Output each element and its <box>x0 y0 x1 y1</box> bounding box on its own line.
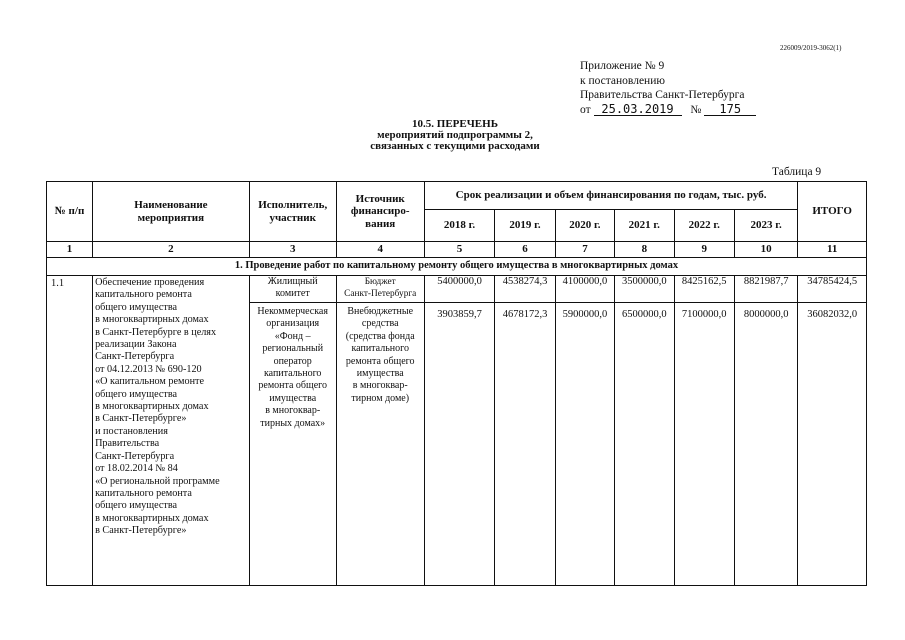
executor-2-line: имущества <box>269 392 317 404</box>
source-2-line: капитального <box>351 343 409 355</box>
name-line: в многоквартирных домах <box>95 512 209 524</box>
amount-total: 36082032,0 <box>798 303 867 586</box>
source-1-line: Санкт-Петербурга <box>344 289 417 300</box>
executor-1 <box>249 276 336 303</box>
amount-2023: 8821987,7 <box>734 276 797 303</box>
decree-number: 175 <box>704 103 756 116</box>
title-line-2: мероприятий подпрограммы 2, <box>377 129 533 141</box>
date-prefix: от <box>580 103 591 116</box>
executor-2-line: в многоквар- <box>265 405 321 417</box>
col-number: 4 <box>336 242 424 258</box>
amount-2019: 4538274,3 <box>495 276 555 303</box>
name-line: общего имущества <box>95 301 178 313</box>
name-line: Обеспечение проведения <box>95 277 205 288</box>
header-executor: Исполнитель, участник <box>249 182 336 242</box>
header-year-2020: 2020 г. <box>555 210 614 242</box>
amount-2021: 3500000,0 <box>615 276 674 303</box>
header-year-2019: 2019 г. <box>495 210 555 242</box>
name-line: от 18.02.2014 № 84 <box>95 463 178 475</box>
measure-name <box>93 276 250 586</box>
header-year-2022: 2022 г. <box>674 210 734 242</box>
document-title <box>300 119 610 152</box>
col-number: 2 <box>93 242 250 258</box>
title-line-3: связанных с текущими расходами <box>370 140 540 152</box>
source-1 <box>336 276 424 303</box>
header-year-2023: 2023 г. <box>734 210 797 242</box>
name-line: в Санкт-Петербурге» <box>95 525 187 537</box>
source-2-line: тирном доме) <box>351 392 410 404</box>
title-line-1: 10.5. ПЕРЕЧЕНЬ <box>412 118 498 130</box>
header-num: № п/п <box>47 182 93 242</box>
table-row <box>47 276 867 303</box>
executor-2-line: организация <box>266 318 320 330</box>
header-source: Источник финансиро-вания <box>336 182 424 242</box>
executor-2-line: капитального <box>263 368 322 380</box>
executor-2-line: «Фонд – <box>274 330 311 342</box>
source-2-line: имущества <box>356 368 404 380</box>
executor-2-line: Некоммерческая <box>257 306 328 317</box>
name-line: общего имущества <box>95 388 178 400</box>
name-line: Санкт-Петербурга <box>95 351 175 363</box>
appendix-line-1: Приложение № 9 <box>580 60 665 72</box>
table-label: Таблица 9 <box>772 166 822 178</box>
number-prefix: № <box>690 103 702 116</box>
name-line: «О региональной программе <box>95 475 220 487</box>
appendix-block <box>580 59 756 117</box>
col-number: 9 <box>674 242 734 258</box>
executor-2 <box>249 303 336 586</box>
executor-1-line: Жилищный <box>267 276 318 287</box>
name-line: в многоквартирных домах <box>95 314 209 326</box>
col-number: 6 <box>495 242 555 258</box>
executor-2-line: региональный <box>262 343 324 355</box>
source-1-line: Бюджет <box>364 277 396 287</box>
name-line: капитального ремонта <box>95 487 192 499</box>
executor-2-line: оператор <box>273 355 312 367</box>
header-name: Наименование мероприятия <box>93 182 250 242</box>
source-2 <box>336 303 424 586</box>
name-line: в Санкт-Петербурге» <box>95 413 187 425</box>
col-number: 3 <box>249 242 336 258</box>
amount-2018: 5400000,0 <box>424 276 495 303</box>
executor-2-line: тирных домах» <box>260 417 326 429</box>
document-id: 226009/2019-3062(1) <box>780 44 842 52</box>
source-2-line: ремонта общего <box>345 355 415 367</box>
amount-2018: 3903859,7 <box>424 303 495 586</box>
appendix-date-line <box>580 103 756 118</box>
header-year-2021: 2021 г. <box>615 210 674 242</box>
header-total: ИТОГО <box>798 182 867 242</box>
section-heading: 1. Проведение работ по капитальному ремонту общего имущества в многоквартирных домах <box>47 258 867 276</box>
executor-1-line: комитет <box>275 288 310 300</box>
name-line: капитального ремонта <box>95 289 192 301</box>
col-number: 10 <box>734 242 797 258</box>
source-2-line: (средства фонда <box>345 330 415 342</box>
name-line: Правительства <box>95 438 160 450</box>
name-line: общего имущества <box>95 500 178 512</box>
name-line: в Санкт-Петербурге в целях <box>95 326 217 338</box>
appendix-line-3: Правительства Санкт-Петербурга <box>580 89 745 101</box>
source-2-line: Внебюджетные <box>347 306 414 317</box>
col-number: 8 <box>615 242 674 258</box>
amount-2022: 8425162,5 <box>674 276 734 303</box>
col-number: 5 <box>424 242 495 258</box>
row-number: 1.1 <box>47 276 93 586</box>
appendix-line-2: к постановлению <box>580 74 665 87</box>
column-numbers-row <box>47 242 867 258</box>
measures-table <box>46 181 867 586</box>
amount-2019: 4678172,3 <box>495 303 555 586</box>
header-year-2018: 2018 г. <box>424 210 495 242</box>
amount-2020: 4100000,0 <box>555 276 614 303</box>
name-line: от 04.12.2013 № 690-120 <box>95 363 202 375</box>
name-line: и постановления <box>95 425 168 437</box>
amount-2023: 8000000,0 <box>734 303 797 586</box>
col-number: 7 <box>555 242 614 258</box>
amount-2022: 7100000,0 <box>674 303 734 586</box>
decree-date: 25.03.2019 <box>594 103 682 116</box>
source-2-line: в многоквар- <box>352 380 408 392</box>
executor-2-line: ремонта общего <box>258 380 328 392</box>
amount-2020: 5900000,0 <box>555 303 614 586</box>
header-period: Срок реализации и объем финансирования по годам, тыс. руб. <box>424 182 798 210</box>
amount-total: 34785424,5 <box>798 276 867 303</box>
name-line: Санкт-Петербурга <box>95 450 175 462</box>
amount-2021: 6500000,0 <box>615 303 674 586</box>
source-2-line: средства <box>361 318 399 330</box>
col-number: 1 <box>47 242 93 258</box>
name-line: «О капитальном ремонте <box>95 376 204 388</box>
name-line: реализации Закона <box>95 339 177 351</box>
col-number: 11 <box>798 242 867 258</box>
name-line: в многоквартирных домах <box>95 401 209 413</box>
